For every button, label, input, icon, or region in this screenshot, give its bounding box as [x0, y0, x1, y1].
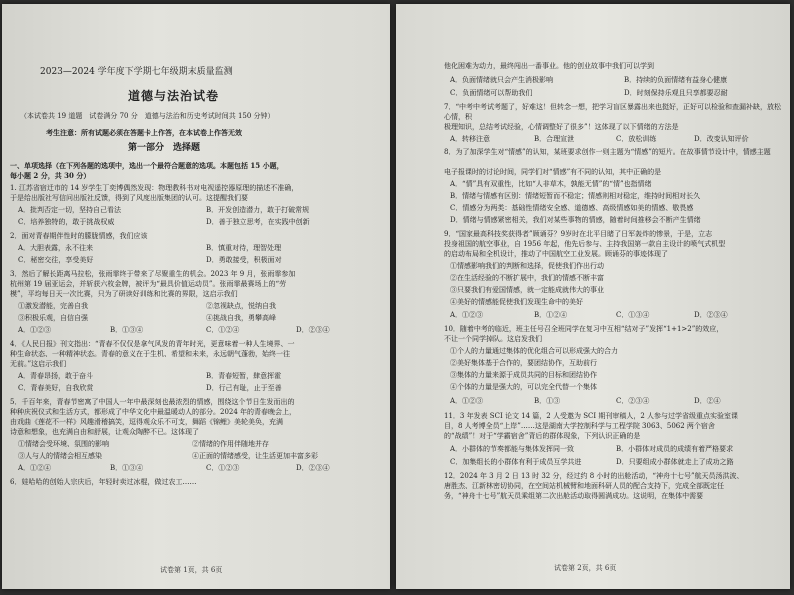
q3-statement-2: ②忽视缺点，悦纳自我 [206, 302, 276, 310]
q5-statement-4: ④正面的情绪感受，让生活更加丰富多彩 [192, 452, 318, 460]
exam-page-2 [396, 4, 790, 589]
q1-option-b: B．开发创造潜力，敢于打破常规 [206, 206, 310, 214]
q1-option-a: A．批判否定一切，坚持自己看法 [18, 206, 122, 214]
q10-option-a: A．①②③ [450, 397, 484, 405]
q9-option-c: C．①③④ [616, 311, 650, 319]
q12-stem-line-1: 12．2024 年 3 月 2 日 13 时 32 分，经过约 8 小时的出舱活动，“神舟十七号”航天员汤洪波、 [444, 472, 744, 480]
q8-option-a: A．“情”具有双重性，比如“人非草木，孰能无情”的“情”也指情绪 [450, 180, 652, 188]
q10-statement-3: ③集体的力量来源于成员共同的目标和团结协作 [450, 371, 597, 379]
exam-header: 2023—2024 学年度下学期七年级期末质量监测 [40, 67, 233, 77]
q3-option-d: D．②③④ [296, 326, 330, 334]
q5-option-a: A．①②④ [18, 464, 52, 472]
exam-page-1 [2, 4, 390, 589]
q11-stem-line-3: 的“战绩”！对于“学霸宿舍”背后的群体现象，下列认识正确的是 [444, 432, 641, 440]
q11-option-d: D．只要组成小群体就走上了成功之路 [616, 458, 734, 466]
q1-stem-line-2: 于是给出版社写信问出版社反馈，得到了风度出版集团的认可。这提醒我们要 [10, 194, 248, 202]
q5-stem-line-1: 5．千百年来，青春节密寓了中国人一年中最深刻也最浓烈的情感，围绕这个节日生发而出的 [10, 398, 295, 406]
q2-option-d: D．勇敢接受，积极面对 [206, 256, 282, 264]
q4-option-b: B．青春短暂，肆意挥霍 [206, 372, 282, 380]
q7-option-c: C．放松训练 [616, 135, 657, 143]
q6-option-d: D．时刻保持乐观且只享都要忍耐 [624, 89, 728, 97]
q9-option-b: B．①②④ [534, 311, 568, 319]
q3-stem-line-1: 3．然后了解长距离马拉松，张雨霏终于带来了尽聚重生的机会。2023 年 9 月，张雨霏参加 [10, 270, 296, 278]
q5-statement-2: ②情绪的作用伴随地并存 [192, 440, 269, 448]
q3-option-b: B．①③④ [110, 326, 144, 334]
q10-option-d: D．②④ [694, 397, 721, 405]
q4-option-c: C．青春美好，自我欣赏 [18, 384, 94, 392]
q9-statement-4: ④美好的情感能促使我们发现生命中的美好 [450, 298, 583, 306]
q5-stem-line-3: 由戏曲《莲花不一样》风趣滑稽搞笑，逗得观众乐不可支，舞蹈《锦鲤》美轮美奂，充满 [10, 418, 283, 426]
q11-option-c: C．加集组长的小群体有利于成员互学共进 [450, 458, 582, 466]
q12-stem-line-2: 唐胜杰、江新林密切协同，在空间站机械臂和地面科研人员的配合支持下，完成全部既定任 [444, 482, 724, 490]
q7-stem-line-1: 7．“中考中考试考题了，好难这！但转念一想，把学习盲区暴露出来也挺好，正好可以检验和查漏补缺，放松心情，积 [444, 103, 782, 121]
q5-option-b: B．①③④ [110, 464, 144, 472]
q10-statement-1: ①个人的力量通过集体的优化组合可以形成强大的合力 [450, 347, 618, 355]
q10-statement-4: ④个体的力量是强大的，可以完全代替一个集体 [450, 383, 597, 391]
q2-option-c: C．秘密交往，享受美好 [18, 256, 94, 264]
q3-statement-4: ④挑战自我，勇攀高峰 [206, 314, 276, 322]
q5-option-d: D．②③④ [296, 464, 330, 472]
q11-option-a: A．小群体的节奏都能与集体发挥同一致 [450, 445, 575, 453]
q6-option-b: B．持续的负面情绪有益身心健康 [624, 76, 728, 84]
q6-option-a: A．负面情绪就只会产生消极影响 [450, 76, 554, 84]
q7-stem-line-2: 极理知识，总结考试经验，心情调整好了很多”！这体现了以下情绪的方法是 [444, 123, 679, 131]
q8-option-d: D．情绪与情感紧密相关，我们对某些事物的情感，随着时间推移会不断产生情绪 [450, 216, 701, 224]
q8-stem-line-2: 电子报课时的讨论时间，同学们对“情感”有不同的认知，其中正确的是 [444, 168, 662, 176]
q5-stem-line-2: 种种庆祝仪式和生活方式，都形成了中华文化中最温暖动人的部分。2024 年的青春晚会上， [10, 408, 297, 416]
q9-stem-line-3: 的启动布局和全机设计，推动了中国航空工业发展。顾诵芬的事迹体现了 [444, 250, 668, 258]
q3-statement-3: ③积极乐观，自信自强 [18, 314, 88, 322]
q7-option-a: A．转移注意 [450, 135, 491, 143]
q11-stem-line-1: 11．3 年发表 SCI 论文 14 篇，2 人受邀为 SCI 期刊审稿人，2 人参与过学省级重点实验室课 [444, 412, 739, 420]
q1-stem-line-1: 1. 江苏省宿迁市的 14 岁学生丁奕博偶然发现：物理教科书对电视遥控器原理的描述不准确， [10, 184, 299, 192]
q11-option-b: B．小群体对成员的成绩有着严格要求 [616, 445, 734, 453]
subject-title: 道德与法治试卷 [128, 89, 220, 103]
q5-statement-1: ①情绪会受环境、氛围的影响 [18, 440, 109, 448]
q4-stem-line-3: 无前。”这启示我们 [10, 360, 67, 368]
q5-statement-3: ③人与人的情绪会相互感染 [18, 452, 102, 460]
q2-stem: 2．面对青春期伴性时的朦胧情感，我们应该 [10, 232, 148, 240]
q7-option-b: B．合理宣泄 [534, 135, 575, 143]
q4-stem-line-1: 4．《人民日报》刊文指出：“青春不仅仅是拿气风发的青年时光，更意味着一种人生境界、一 [10, 340, 295, 348]
q10-stem-line-1: 10．随着中考的临近，班主任号召全班同学在复习中互相“结对子”发挥“1+1>2”的效应， [444, 325, 724, 333]
q9-stem-line-1: 9．“国家最高科技奖获得者”顾诵芬？9岁时在北平目睹了日军轰炸的惨景，于是，立志 [444, 230, 713, 238]
q9-statement-1: ①情感影响我们的判断和选择，促使我们作出行动 [450, 262, 604, 270]
q10-option-c: C．②③④ [616, 397, 650, 405]
page-footer-1: 试卷第 1页，共 6页 [160, 566, 223, 574]
q8-stem-line-1: 8．为了加深学生对“情感”的认知，某班要求创作一则主题为“情感”的短片。在故事情节设计中，情感主题 [444, 148, 771, 156]
q9-statement-2: ②在生活经验的不断扩展中，我们的情感不断丰富 [450, 274, 604, 282]
q3-stem-line-2: 杭州第 19 届亚运会，并斩获六枚金牌，被评为“最具价值运动员”。张雨霏最赛场上的“劳 [10, 280, 287, 288]
q9-option-a: A．①②③ [450, 311, 484, 319]
q3-statement-1: ①激发潜能，完善自我 [18, 302, 88, 310]
q9-option-d: D．②③④ [694, 311, 728, 319]
q5-option-c: C．①②③ [206, 464, 240, 472]
q9-stem-line-2: 投身祖国的航空事业，自 1956 年起，他先后参与、主持我国第一款自主设计的喷气式机型 [444, 240, 726, 248]
q10-statement-2: ②美好集体基于合作的，要团结协作，互助前行 [450, 359, 597, 367]
q11-stem-line-2: 目，8 人考博全员“上岸”……这是湖南大学控制科学与工程学院 3063、5062 两个宿舍 [444, 422, 715, 430]
q6-stem: 6．娃哈哈的创始人宗庆后，年轻时卖过冰棍，做过农工…… [10, 478, 197, 486]
q4-stem-line-2: 种生命状态、一种精神状态。青春的意义在于生机、希望和未来，永远朝气蓬勃，始终一往 [10, 350, 290, 358]
q7-option-d: D．改变认知评价 [694, 135, 749, 143]
q8-option-c: C．情感分为两类：基础性情绪安全感、道德感、高级情感如美的情感、敬畏感 [450, 204, 694, 212]
q4-option-d: D．行己有耻，止于至善 [206, 384, 282, 392]
q3-option-a: A．①②③ [18, 326, 52, 334]
part-title: 第一部分 选择题 [128, 143, 201, 153]
q12-stem-line-3: 务，“神舟十七号”航天员乘组第二次出舱活动取得圆满成功。这说明，在集体中需要 [444, 492, 704, 500]
q5-stem-line-4: 诗意和想象，也充满自由和舒展，让观众陶醉不已。这体现了 [10, 428, 199, 436]
q6-continuation: 他化困难为动力，最终闯出一番事业。他的创业故事中我们可以学到 [444, 62, 654, 70]
instruction-line-2: 每小题 2 分，共 30 分） [10, 171, 91, 180]
q1-option-c: C．培养独特的，敢于挑战权威 [18, 218, 115, 226]
exam-info: （本试卷共 19 道题 试卷满分 70 分 道德与法治和历史考试时间共 150 分钟） [20, 112, 275, 120]
q3-stem-line-3: 模”，平均每日天一次比赛，只为了研读好训练和比赛的界限，这启示我们 [10, 290, 238, 298]
q2-option-b: B．慎重对待，理智处理 [206, 244, 282, 252]
page-footer-2: 试卷第 2页，共 6页 [554, 564, 617, 572]
q1-option-d: D．善于独立思考，在实践中创新 [206, 218, 310, 226]
q8-option-b: B．情绪与情感有区别：情绪短暂而不稳定；情感则相对稳定，维持时间相对长久 [450, 192, 701, 200]
q2-option-a: A．大胆表露，永不往来 [18, 244, 94, 252]
q10-stem-line-2: 不让一个同学掉队。这启发我们 [444, 335, 542, 343]
q3-option-c: C．①②④ [206, 326, 240, 334]
instruction-line-1: 一、单项选择（在下列各题的选项中，选出一个最符合题意的选项。本题包括 15 小题， [10, 161, 284, 170]
q9-statement-3: ③只要我们有爱国情感，就一定能成就伟大的事业 [450, 286, 604, 294]
q10-option-b: B．①③ [534, 397, 561, 405]
q4-option-a: A．青春昂扬，敢于奋斗 [18, 372, 94, 380]
q6-option-c: C．负面情绪可以帮助我们 [450, 89, 533, 97]
exam-notice: 考生注意：所有试题必须在答题卡上作答，在本试卷上作答无效 [46, 128, 242, 137]
